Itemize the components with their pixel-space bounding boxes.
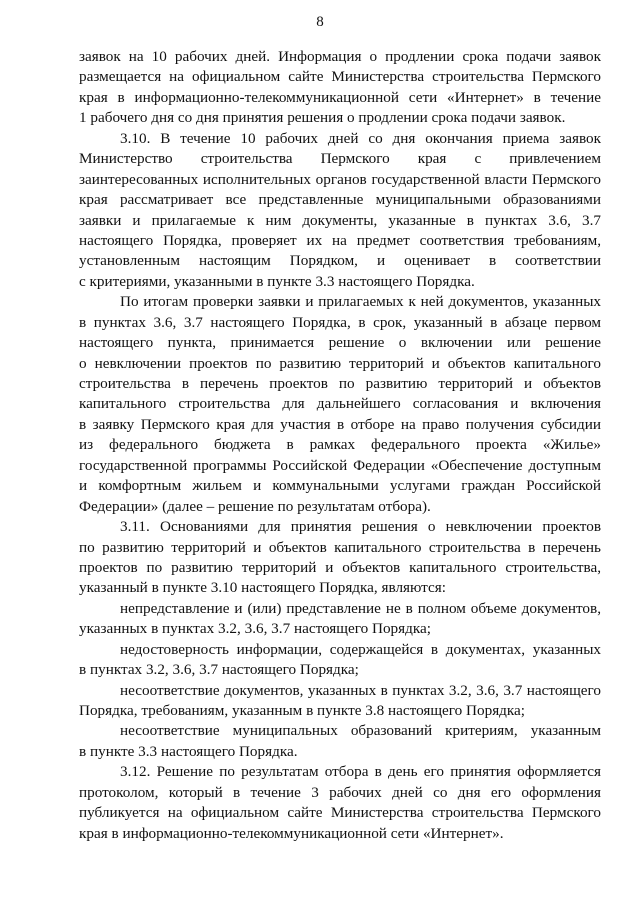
text-line: в пунктах 3.6, 3.7 настоящего Порядка, в срок, указанный в абзаце первом [79,313,601,331]
text-line: Порядка, требованиям, указанным в пункте 3.8 настоящего Порядка; [79,702,526,719]
paragraph [79,681,601,722]
text-line: края в информационно-телекоммуникационной сети «Интернет». [79,824,504,842]
text-line: края в информационно-телекоммуникационной сети «Интернет» в течение [79,88,601,106]
text-line: в заявку Пермского края для участия в отборе на право получения субсидии [79,415,601,433]
text-line: установленным настоящим Порядком, и оценивает в соответствии [79,252,601,270]
text-line: в пунктах 3.2, 3.6, 3.7 настоящего Порядка; [79,661,359,679]
text-line: По итогам проверки заявки и прилагаемых к ней документов, указанных [120,293,601,311]
paragraph [79,640,601,681]
text-line: государственной программы Российской Федерации «Обеспечение доступным [79,456,601,474]
text-line: непредставление и (или) представление не в полном объеме документов, [120,599,601,617]
text-line: размещается на официальном сайте Министерства строительства Пермского [79,68,601,86]
text-line: проектов по развитию территорий и объектов капитального строительства, [79,558,601,576]
paragraph [79,47,601,129]
text-line: о невключении проектов по развитию территорий и объектов капитального [79,354,601,372]
text-line: 1 рабочего дня со дня принятия решения о продлении срока подачи заявок. [79,109,566,127]
text-line: Федерации» (далее – решение по результатам отбора). [79,497,431,515]
text-line: с критериями, указанными в пункте 3.3 настоящего Порядка. [79,272,475,290]
text-line: в пункте 3.3 настоящего Порядка. [79,742,298,760]
text-line: 3.10. В течение 10 рабочих дней со дня окончания приема заявок [120,129,601,147]
text-line: заинтересованных исполнительных органов государственной власти Пермского [79,170,601,188]
page-number: 8 [316,14,324,30]
text-line: 3.11. Основаниями для принятия решения о невключении проектов [120,518,601,536]
text-line: недостоверность информации, содержащейся в документах, указанных [120,640,601,658]
text-line: указанный в пункте 3.10 настоящего Порядка, являются: [79,579,446,597]
paragraph [79,762,601,844]
text-line: заявки и прилагаемые к ним документы, указанные в пунктах 3.6, 3.7 [79,211,601,229]
text-line: указанных в пунктах 3.2, 3.6, 3.7 настоящего Порядка; [79,620,431,638]
text-line: протоколом, который в течение 3 рабочих дней со дня его оформления [79,783,601,801]
document-body [79,47,601,844]
text-line: публикуется на официальном сайте Министерства строительства Пермского [79,804,601,822]
text-line: несоответствие муниципальных образований критериям, указанным [120,722,601,740]
text-line: края рассматривает все представленные муниципальными образованиями [79,191,601,209]
paragraph [79,129,601,293]
paragraph [79,517,601,599]
text-line: по развитию территорий и объектов капитального строительства в перечень [79,538,601,556]
text-line: настоящего пункта, принимается решение о включении или решение [79,334,601,352]
text-line: и комфортным жильем и коммунальными услугами граждан Российской [79,477,601,495]
text-line: заявок на 10 рабочих дней. Информация о продлении срока подачи заявок [79,48,601,65]
text-line: из федерального бюджета в рамках федерального проекта «Жилье» [79,436,601,454]
text-line: 3.12. Решение по результатам отбора в день его принятия оформляется [120,763,601,781]
text-line: строительства в перечень проектов по развитию территорий и объектов [79,375,601,392]
paragraph [79,292,601,517]
text-line: несоответствие документов, указанных в пунктах 3.2, 3.6, 3.7 настоящего [120,681,601,699]
text-line: настоящего Порядка, проверяет их на предмет соответствия требованиям, [79,231,601,249]
text-line: капитального строительства для дальнейшего согласования и включения [79,395,601,413]
paragraph [79,721,601,762]
text-line: Министерство строительства Пермского края с привлечением [79,150,601,168]
paragraph [79,599,601,640]
